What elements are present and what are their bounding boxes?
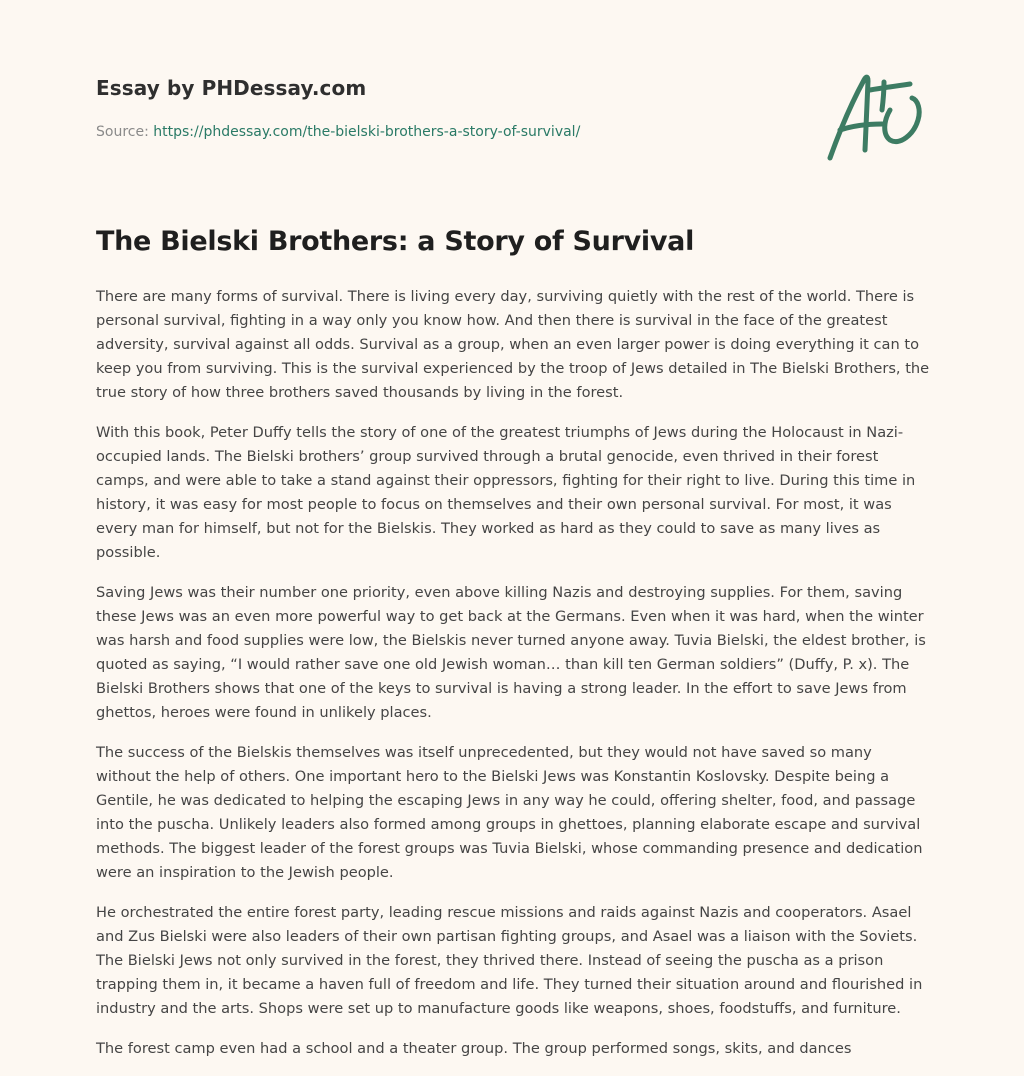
essay-paragraph: There are many forms of survival. There is living every day, surviving quietly with the rest of the world. There is personal survival, fighting in a way only you know how. And then there is survival in the face of the greatest adversity, survival against all odds. Survival as a group, when an even larger power is doing everything it can to keep you from surviving. This is the survival experienced by the troop of Jews detailed in The Bielski Brothers, the true story of how three brothers saved thousands by living in the forest.	[96, 288, 930, 401]
essay-body	[96, 285, 930, 1076]
essay-paragraph: The forest camp even had a school and a theater group. The group performed songs, skits, and dances	[96, 1040, 852, 1057]
source-line	[96, 124, 926, 140]
source-label: Source:	[96, 124, 149, 140]
essay-paragraph: The success of the Bielskis themselves was itself unprecedented, but they would not have saved so many without the help of others. One important hero to the Bielski Jews was Konstantin Koslovsky. Despite being a Gentile, he was dedicated to helping the escaping Jews in any way he could, offering shelter, food, and passage into the puscha. Unlikely leaders also formed among groups in ghettoes, planning elaborate escape and survival methods. The biggest leader of the forest groups was Tuvia Bielski, whose commanding presence and dedication were an inspiration to the Jewish people.	[96, 744, 923, 881]
brand-name: Essay by PHDessay.com	[96, 76, 367, 100]
essay-paragraph: Saving Jews was their number one priority, even above killing Nazis and destroying supplies. For them, saving these Jews was an even more powerful way to get back at the Germans. Even when it was hard, when the winter was harsh and food supplies were low, the Bielskis never turned anyone away. Tuvia Bielski, the eldest brother, is quoted as saying, “I would rather save one old Jewish woman… than kill ten German soldiers” (Duffy, P. x). The Bielski Brothers shows that one of the keys to survival is having a strong leader. In the effort to save Jews from ghettos, heroes were found in unlikely places.	[96, 584, 926, 721]
essay-title: The Bielski Brothers: a Story of Survival	[96, 226, 695, 257]
essay-paragraph: He orchestrated the entire forest party, leading rescue missions and raids against Nazis and cooperators. Asael and Zus Bielski were also leaders of their own partisan fighting groups, and Asael was a liaison with the Soviets. The Bielski Jews not only survived in the forest, they thrived there. Instead of seeing the puscha as a prison trapping them in, it became a haven full of freedom and life. They turned their situation around and flourished in industry and the arts. Shops were set up to manufacture goods like weapons, shoes, foodstuffs, and furniture.	[96, 904, 923, 1017]
source-link[interactable]: https://phdessay.com/the-bielski-brothers-a-story-of-survival/	[153, 124, 581, 140]
essay-paragraph: With this book, Peter Duffy tells the story of one of the greatest triumphs of Jews during the Holocaust in Nazi-occupied lands. The Bielski brothers’ group survived through a brutal genocide, even thrived in their forest camps, and were able to take a stand against their oppressors, fighting for their right to live. During this time in history, it was easy for most people to focus on themselves and their own personal survival. For most, it was every man for himself, but not for the Bielskis. They worked as hard as they could to save as many lives as possible.	[96, 424, 916, 561]
essay-header	[96, 76, 926, 140]
a-plus-logo-icon	[822, 68, 926, 164]
